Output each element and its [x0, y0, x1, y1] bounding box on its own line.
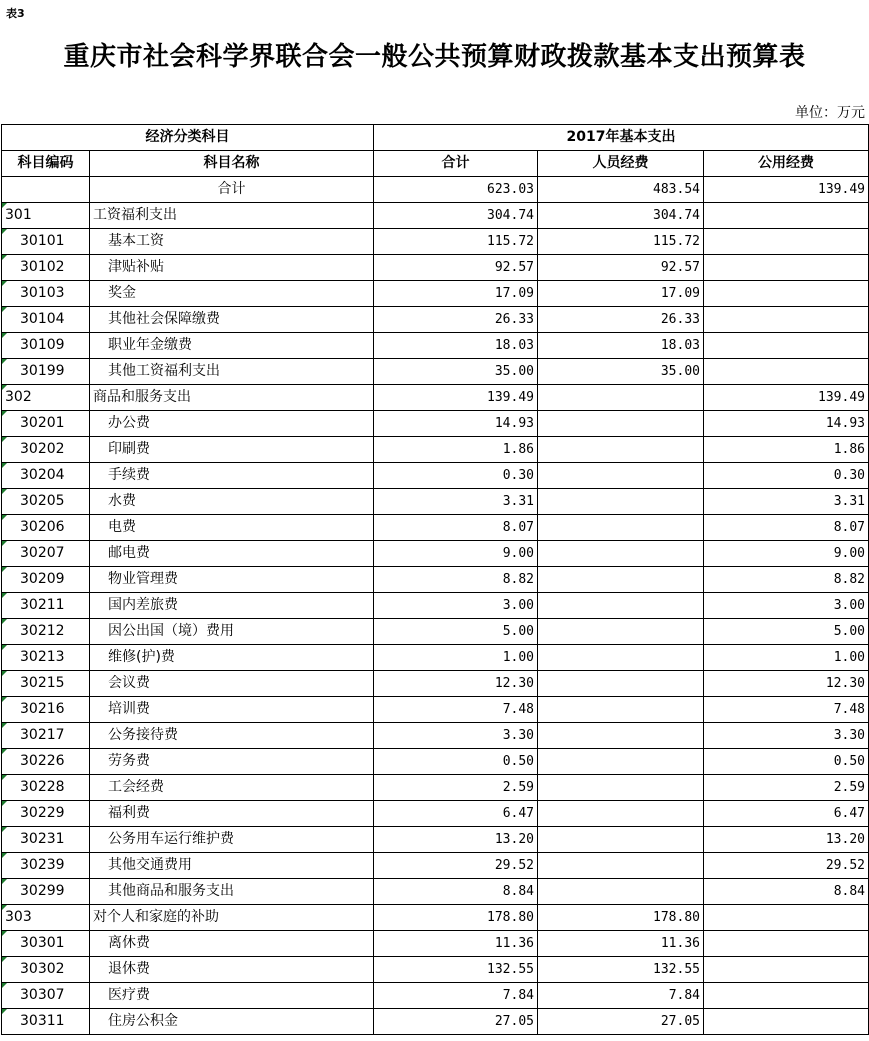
row-subject-code: 30211	[2, 593, 90, 619]
row-subject-name: 医疗费	[90, 983, 374, 1009]
row-subject-name: 福利费	[90, 801, 374, 827]
row-subject-code: 30209	[2, 567, 90, 593]
row-total-value: 92.57	[374, 255, 538, 281]
row-subject-code: 302	[2, 385, 90, 411]
table-row	[2, 229, 869, 255]
row-total-value: 115.72	[374, 229, 538, 255]
row-subject-name: 工资福利支出	[90, 203, 374, 229]
header-personnel-expenses: 人员经费	[538, 151, 704, 177]
row-personnel-value	[538, 437, 704, 463]
row-subject-name: 奖金	[90, 281, 374, 307]
page-title: 重庆市社会科学界联合会一般公共预算财政拨款基本支出预算表	[63, 42, 806, 72]
row-subject-code: 30201	[2, 411, 90, 437]
row-personnel-value: 18.03	[538, 333, 704, 359]
table-body	[2, 177, 869, 1035]
table-header	[2, 125, 869, 177]
row-total-value: 18.03	[374, 333, 538, 359]
row-total-value: 17.09	[374, 281, 538, 307]
row-subject-name: 国内差旅费	[90, 593, 374, 619]
row-subject-name: 办公费	[90, 411, 374, 437]
row-total-value: 8.07	[374, 515, 538, 541]
row-subject-name: 公务接待费	[90, 723, 374, 749]
row-subject-name: 基本工资	[90, 229, 374, 255]
row-subject-code: 30213	[2, 645, 90, 671]
row-personnel-value	[538, 827, 704, 853]
row-total-value: 14.93	[374, 411, 538, 437]
row-public-value: 139.49	[704, 385, 869, 411]
table-row	[2, 203, 869, 229]
table-row	[2, 385, 869, 411]
row-personnel-value: 17.09	[538, 281, 704, 307]
row-public-value	[704, 281, 869, 307]
row-total-value: 139.49	[374, 385, 538, 411]
table-row	[2, 437, 869, 463]
row-subject-code: 30102	[2, 255, 90, 281]
row-total-value: 9.00	[374, 541, 538, 567]
row-personnel-value: 483.54	[538, 177, 704, 203]
row-public-value: 1.86	[704, 437, 869, 463]
table-row	[2, 281, 869, 307]
row-subject-code: 30229	[2, 801, 90, 827]
table-row	[2, 593, 869, 619]
row-subject-code: 30207	[2, 541, 90, 567]
row-public-value: 0.30	[704, 463, 869, 489]
row-subject-code: 30104	[2, 307, 90, 333]
table-row	[2, 619, 869, 645]
row-personnel-value	[538, 853, 704, 879]
row-subject-code: 30212	[2, 619, 90, 645]
row-public-value: 9.00	[704, 541, 869, 567]
row-total-value: 0.50	[374, 749, 538, 775]
row-subject-name: 劳务费	[90, 749, 374, 775]
budget-table	[1, 124, 869, 1035]
row-subject-name: 邮电费	[90, 541, 374, 567]
table-row	[2, 541, 869, 567]
table-row	[2, 801, 869, 827]
table-row	[2, 749, 869, 775]
row-public-value: 7.48	[704, 697, 869, 723]
row-subject-code: 30307	[2, 983, 90, 1009]
row-public-value	[704, 957, 869, 983]
row-public-value: 13.20	[704, 827, 869, 853]
row-public-value	[704, 1009, 869, 1035]
row-total-value: 8.82	[374, 567, 538, 593]
row-subject-name: 培训费	[90, 697, 374, 723]
row-public-value: 3.30	[704, 723, 869, 749]
row-subject-code	[2, 177, 90, 203]
row-subject-code: 30216	[2, 697, 90, 723]
table-row	[2, 775, 869, 801]
row-personnel-value: 115.72	[538, 229, 704, 255]
table-total-row	[2, 177, 869, 203]
row-total-value: 132.55	[374, 957, 538, 983]
row-public-value: 3.31	[704, 489, 869, 515]
row-personnel-value: 92.57	[538, 255, 704, 281]
row-subject-code: 30301	[2, 931, 90, 957]
row-public-value	[704, 255, 869, 281]
row-public-value	[704, 931, 869, 957]
row-subject-name: 会议费	[90, 671, 374, 697]
row-subject-code: 30226	[2, 749, 90, 775]
row-subject-code: 30103	[2, 281, 90, 307]
row-public-value: 12.30	[704, 671, 869, 697]
row-subject-code: 30206	[2, 515, 90, 541]
table-row	[2, 489, 869, 515]
row-personnel-value	[538, 411, 704, 437]
header-public-expenses: 公用经费	[704, 151, 869, 177]
row-personnel-value	[538, 619, 704, 645]
table-row	[2, 255, 869, 281]
row-total-value: 13.20	[374, 827, 538, 853]
table-row	[2, 1009, 869, 1035]
row-subject-code: 30204	[2, 463, 90, 489]
row-personnel-value	[538, 801, 704, 827]
row-total-value: 26.33	[374, 307, 538, 333]
row-personnel-value: 132.55	[538, 957, 704, 983]
table-row	[2, 879, 869, 905]
row-total-value: 1.86	[374, 437, 538, 463]
row-personnel-value	[538, 697, 704, 723]
row-public-value	[704, 203, 869, 229]
row-personnel-value: 27.05	[538, 1009, 704, 1035]
row-subject-name: 对个人和家庭的补助	[90, 905, 374, 931]
row-personnel-value	[538, 489, 704, 515]
row-subject-code: 303	[2, 905, 90, 931]
row-subject-name: 维修(护)费	[90, 645, 374, 671]
table-row	[2, 853, 869, 879]
row-subject-code: 30109	[2, 333, 90, 359]
row-public-value: 3.00	[704, 593, 869, 619]
row-personnel-value: 7.84	[538, 983, 704, 1009]
header-subject-name: 科目名称	[90, 151, 374, 177]
row-subject-code: 30302	[2, 957, 90, 983]
row-subject-code: 30217	[2, 723, 90, 749]
row-subject-code: 30101	[2, 229, 90, 255]
row-personnel-value: 26.33	[538, 307, 704, 333]
row-personnel-value	[538, 879, 704, 905]
row-public-value	[704, 983, 869, 1009]
row-subject-name: 合计	[90, 177, 374, 203]
row-subject-name: 住房公积金	[90, 1009, 374, 1035]
row-personnel-value: 35.00	[538, 359, 704, 385]
row-total-value: 3.30	[374, 723, 538, 749]
row-subject-name: 商品和服务支出	[90, 385, 374, 411]
table-row	[2, 827, 869, 853]
row-subject-name: 职业年金缴费	[90, 333, 374, 359]
row-total-value: 8.84	[374, 879, 538, 905]
row-total-value: 3.00	[374, 593, 538, 619]
row-subject-name: 其他社会保障缴费	[90, 307, 374, 333]
row-public-value: 139.49	[704, 177, 869, 203]
unit-label: 单位：万元	[795, 105, 865, 121]
row-public-value	[704, 307, 869, 333]
row-subject-code: 30239	[2, 853, 90, 879]
row-subject-name: 其他工资福利支出	[90, 359, 374, 385]
header-basic-expenditure-2017: 2017年基本支出	[374, 125, 869, 151]
row-personnel-value	[538, 463, 704, 489]
row-total-value: 0.30	[374, 463, 538, 489]
row-subject-code: 30311	[2, 1009, 90, 1035]
row-subject-name: 津贴补贴	[90, 255, 374, 281]
row-total-value: 11.36	[374, 931, 538, 957]
table-row	[2, 307, 869, 333]
row-personnel-value	[538, 541, 704, 567]
row-subject-name: 电费	[90, 515, 374, 541]
row-total-value: 35.00	[374, 359, 538, 385]
row-public-value: 1.00	[704, 645, 869, 671]
row-subject-code: 30215	[2, 671, 90, 697]
row-total-value: 12.30	[374, 671, 538, 697]
row-subject-name: 其他商品和服务支出	[90, 879, 374, 905]
row-personnel-value: 11.36	[538, 931, 704, 957]
table-row	[2, 957, 869, 983]
row-personnel-value	[538, 671, 704, 697]
row-total-value: 178.80	[374, 905, 538, 931]
row-public-value: 8.82	[704, 567, 869, 593]
row-subject-code: 30202	[2, 437, 90, 463]
row-personnel-value	[538, 645, 704, 671]
row-public-value	[704, 905, 869, 931]
table-row	[2, 931, 869, 957]
row-subject-name: 因公出国（境）费用	[90, 619, 374, 645]
table-row	[2, 645, 869, 671]
table-row	[2, 411, 869, 437]
row-total-value: 623.03	[374, 177, 538, 203]
header-column-row	[2, 151, 869, 177]
row-subject-code: 30205	[2, 489, 90, 515]
table-row	[2, 567, 869, 593]
row-public-value: 14.93	[704, 411, 869, 437]
row-total-value: 6.47	[374, 801, 538, 827]
row-public-value	[704, 229, 869, 255]
header-total: 合计	[374, 151, 538, 177]
row-public-value: 8.84	[704, 879, 869, 905]
table-row	[2, 983, 869, 1009]
row-total-value: 2.59	[374, 775, 538, 801]
row-public-value: 29.52	[704, 853, 869, 879]
table-row	[2, 905, 869, 931]
table-number-label: 表3	[6, 7, 25, 20]
row-total-value: 304.74	[374, 203, 538, 229]
row-public-value: 2.59	[704, 775, 869, 801]
row-total-value: 7.48	[374, 697, 538, 723]
row-public-value	[704, 359, 869, 385]
header-group-row	[2, 125, 869, 151]
row-total-value: 1.00	[374, 645, 538, 671]
header-economic-classification: 经济分类科目	[2, 125, 374, 151]
table-row	[2, 359, 869, 385]
row-total-value: 7.84	[374, 983, 538, 1009]
row-subject-name: 离休费	[90, 931, 374, 957]
row-total-value: 5.00	[374, 619, 538, 645]
table-row	[2, 515, 869, 541]
row-personnel-value: 304.74	[538, 203, 704, 229]
row-subject-code: 30199	[2, 359, 90, 385]
row-subject-name: 印刷费	[90, 437, 374, 463]
row-subject-name: 退休费	[90, 957, 374, 983]
row-subject-code: 30299	[2, 879, 90, 905]
row-public-value: 0.50	[704, 749, 869, 775]
row-public-value: 8.07	[704, 515, 869, 541]
row-total-value: 29.52	[374, 853, 538, 879]
row-subject-name: 手续费	[90, 463, 374, 489]
header-subject-code: 科目编码	[2, 151, 90, 177]
row-personnel-value	[538, 749, 704, 775]
row-subject-name: 其他交通费用	[90, 853, 374, 879]
table-row	[2, 333, 869, 359]
table-row	[2, 671, 869, 697]
row-subject-name: 工会经费	[90, 775, 374, 801]
row-public-value: 5.00	[704, 619, 869, 645]
row-subject-code: 30231	[2, 827, 90, 853]
row-personnel-value: 178.80	[538, 905, 704, 931]
row-subject-name: 公务用车运行维护费	[90, 827, 374, 853]
row-total-value: 27.05	[374, 1009, 538, 1035]
row-subject-code: 301	[2, 203, 90, 229]
row-total-value: 3.31	[374, 489, 538, 515]
row-public-value: 6.47	[704, 801, 869, 827]
row-subject-code: 30228	[2, 775, 90, 801]
row-personnel-value	[538, 567, 704, 593]
row-personnel-value	[538, 593, 704, 619]
table-row	[2, 697, 869, 723]
row-public-value	[704, 333, 869, 359]
table-row	[2, 463, 869, 489]
table-row	[2, 723, 869, 749]
row-personnel-value	[538, 515, 704, 541]
row-personnel-value	[538, 775, 704, 801]
row-subject-name: 水费	[90, 489, 374, 515]
row-personnel-value	[538, 385, 704, 411]
row-personnel-value	[538, 723, 704, 749]
row-subject-name: 物业管理费	[90, 567, 374, 593]
